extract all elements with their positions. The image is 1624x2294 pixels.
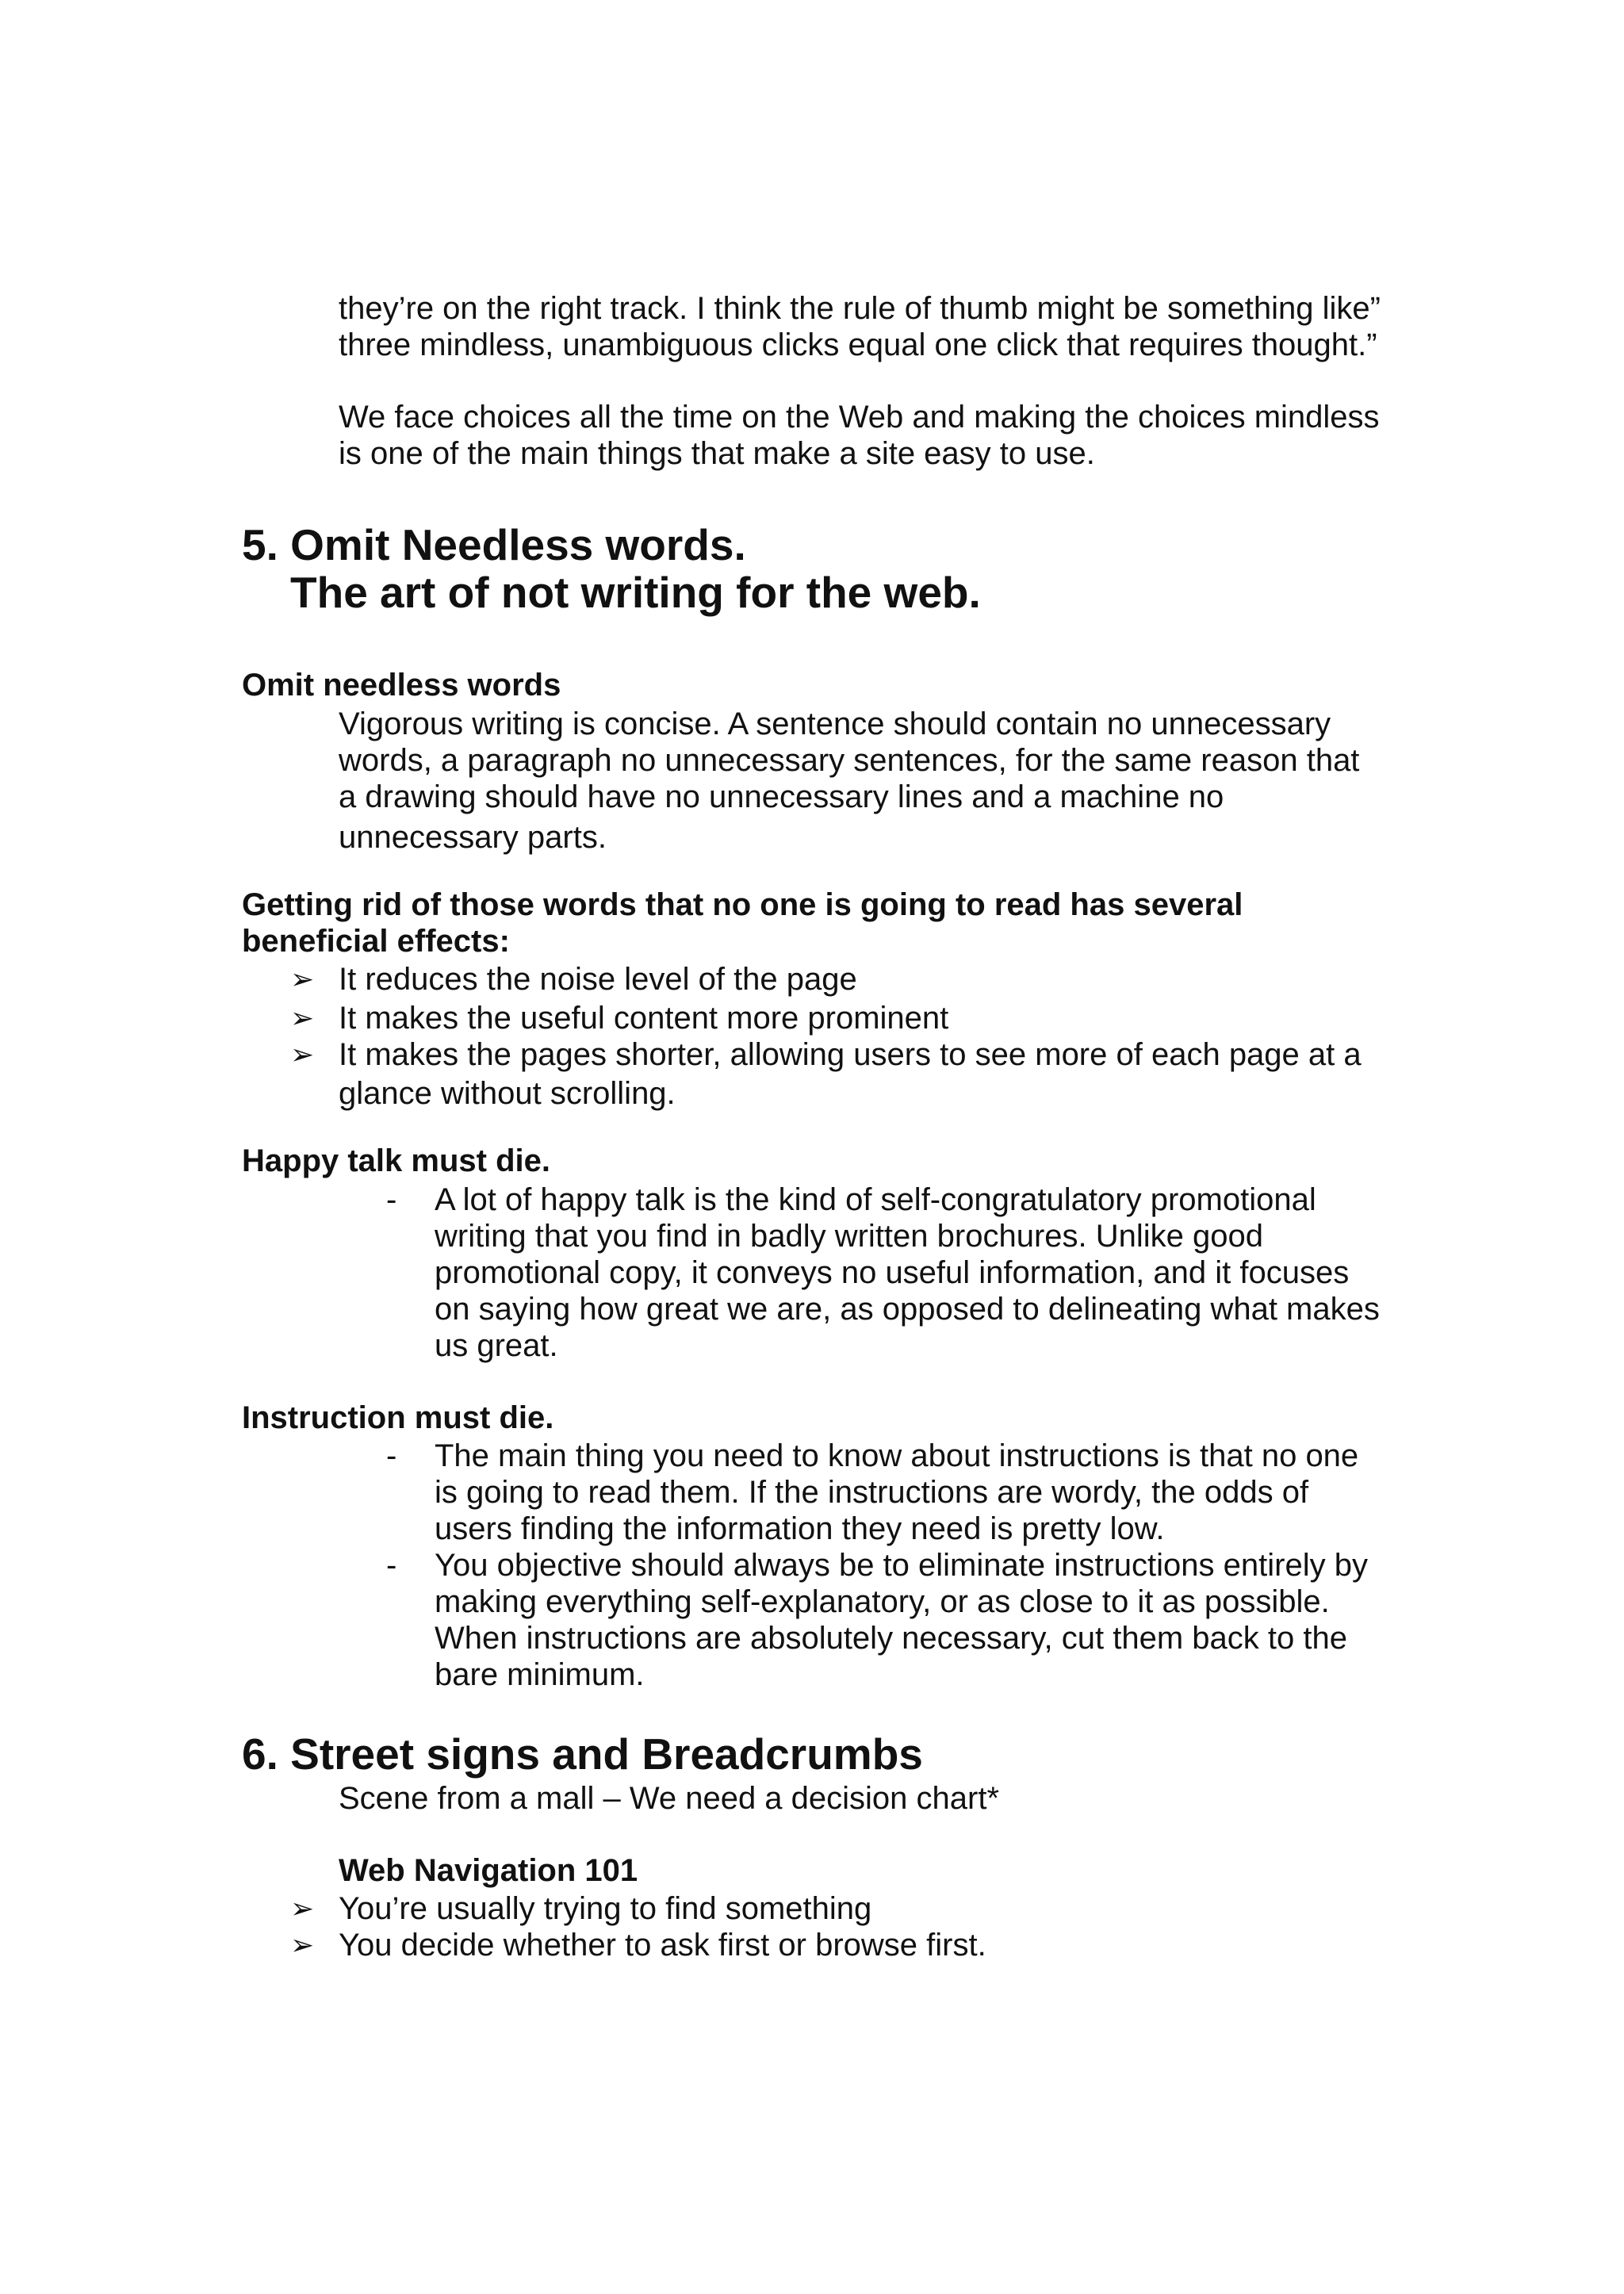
section-5-heading-line1: 5. Omit Needless words. [242,520,746,569]
instruction-item2-line3: When instructions are absolutely necessary, cut them back to the [435,1621,1347,1656]
arrow-bullet-icon: ➢ [290,963,315,995]
nav-bullet-1: You’re usually trying to find something [339,1891,872,1926]
happy-talk-title: Happy talk must die. [242,1143,550,1178]
getting-rid-bullet-1: It reduces the noise level of the page [339,962,857,997]
instruction-item1-line3: users finding the information they need is pretty low. [435,1511,1165,1546]
section-6-heading: 6. Street signs and Breadcrumbs [242,1729,923,1779]
arrow-bullet-icon: ➢ [290,1892,315,1924]
getting-rid-bullet-3-continued: glance without scrolling. [339,1076,676,1111]
omit-line-4: unnecessary parts. [339,820,607,855]
getting-rid-title-line2: beneficial effects: [242,924,510,959]
intro-p2-line1: We face choices all the time on the Web and making the choices mindless [339,400,1380,435]
nav-bullet-2: You decide whether to ask first or browse first. [339,1928,986,1963]
intro-p2-line2: is one of the main things that make a site easy to use. [339,436,1095,471]
dash-bullet: - [386,1182,397,1217]
getting-rid-title-line1: Getting rid of those words that no one is going to read has several [242,887,1243,922]
instruction-title: Instruction must die. [242,1400,554,1435]
happy-talk-line-5: us great. [435,1328,558,1363]
section-5-heading-line2: The art of not writing for the web. [290,568,981,617]
arrow-bullet-icon: ➢ [290,1001,315,1034]
arrow-bullet-icon: ➢ [290,1928,315,1961]
web-navigation-title: Web Navigation 101 [339,1853,638,1888]
omit-line-2: words, a paragraph no unnecessary sentences, for the same reason that [339,743,1360,778]
instruction-item2-line1: You objective should always be to eliminate instructions entirely by [435,1548,1368,1583]
section-6-scene: Scene from a mall – We need a decision chart* [339,1781,1000,1816]
omit-needless-words-title: Omit needless words [242,668,561,703]
happy-talk-line-4: on saying how great we are, as opposed to delineating what makes [435,1292,1380,1327]
getting-rid-bullet-2: It makes the useful content more prominent [339,1001,949,1036]
dash-bullet: - [386,1438,397,1473]
instruction-item1-line1: The main thing you need to know about instructions is that no one [435,1438,1359,1473]
intro-p1-line1: they’re on the right track. I think the rule of thumb might be something like” [339,291,1381,326]
omit-line-3: a drawing should have no unnecessary lines and a machine no [339,779,1224,814]
instruction-item2-line2: making everything self-explanatory, or as close to it as possible. [435,1584,1330,1619]
instruction-item2-line4: bare minimum. [435,1657,645,1692]
arrow-bullet-icon: ➢ [290,1038,315,1070]
getting-rid-bullet-3: It makes the pages shorter, allowing users to see more of each page at a [339,1037,1362,1072]
happy-talk-line-1: A lot of happy talk is the kind of self-congratulatory promotional [435,1182,1316,1217]
happy-talk-line-2: writing that you find in badly written brochures. Unlike good [435,1219,1263,1254]
omit-line-1: Vigorous writing is concise. A sentence should contain no unnecessary [339,707,1331,741]
happy-talk-line-3: promotional copy, it conveys no useful information, and it focuses [435,1255,1350,1290]
intro-p1-line2: three mindless, unambiguous clicks equal one click that requires thought.” [339,327,1377,362]
instruction-item1-line2: is going to read them. If the instructions are wordy, the odds of [435,1475,1309,1510]
dash-bullet: - [386,1548,397,1583]
